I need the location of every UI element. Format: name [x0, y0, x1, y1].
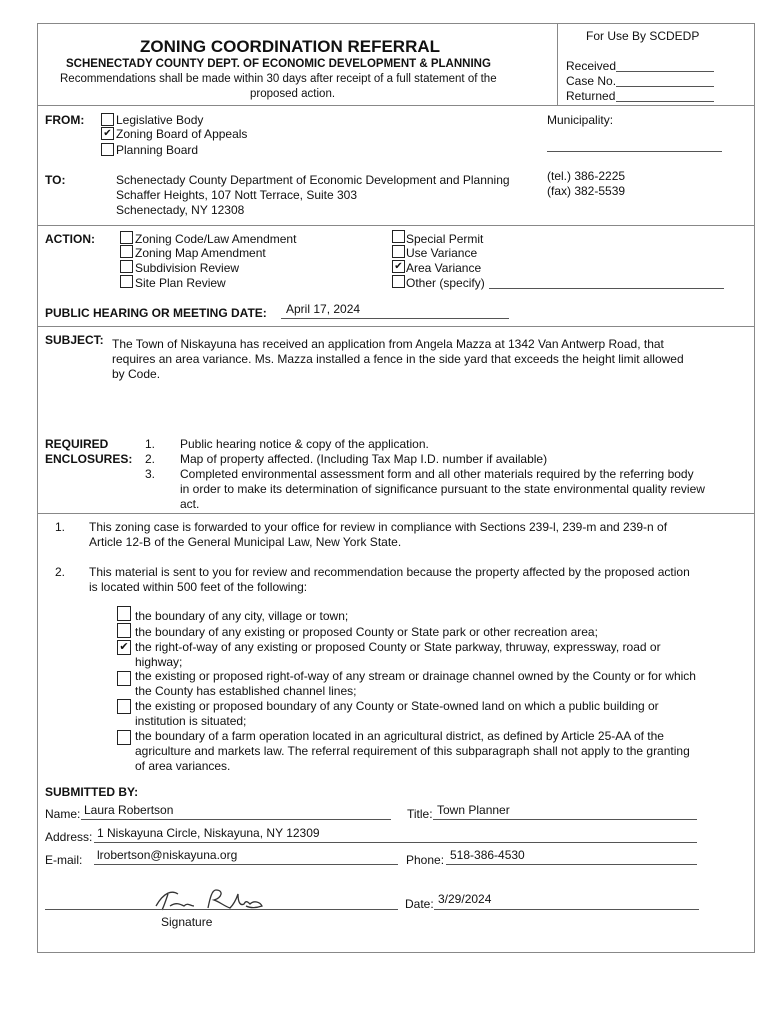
check-icon: ✔ [103, 128, 112, 139]
title-value: Town Planner [437, 803, 510, 817]
subject-label: SUBJECT: [45, 333, 104, 347]
form-title: ZONING COORDINATION REFERRAL [140, 37, 441, 56]
check-icon: ✔ [394, 261, 403, 272]
boundary-option-text: institution is situated; [135, 714, 247, 728]
paragraph-number: 2. [55, 565, 66, 579]
boundary-option-text: highway; [135, 655, 183, 669]
action-map-amendment-checkbox[interactable] [120, 245, 133, 258]
signature-label: Signature [161, 915, 213, 929]
name-field[interactable] [81, 819, 391, 820]
phone-field[interactable] [446, 864, 697, 865]
phone-value: 518-386-4530 [450, 848, 525, 862]
section-rule [37, 513, 754, 514]
boundary-park-checkbox[interactable] [117, 623, 131, 638]
action-other-field[interactable] [489, 288, 724, 289]
to-label: TO: [45, 173, 66, 187]
case-no-label: Case No. [566, 74, 617, 88]
boundary-state-land-checkbox[interactable] [117, 699, 131, 714]
date-value: 3/29/2024 [438, 892, 492, 906]
paragraph-text: This zoning case is forwarded to your office for review in compliance with Sections 239-l, 239-m and 239-n of [89, 520, 668, 534]
hearing-date-field[interactable] [281, 318, 509, 319]
enclosures-label: ENCLOSURES: [45, 452, 133, 466]
from-planning-checkbox[interactable] [101, 143, 114, 156]
office-use-label: For Use By SCDEDP [586, 29, 700, 43]
email-label: E-mail: [45, 853, 83, 867]
boundary-farm-checkbox[interactable] [117, 730, 131, 745]
action-option-label: Subdivision Review [135, 261, 240, 275]
returned-field[interactable] [616, 101, 714, 102]
action-option-label: Site Plan Review [135, 276, 226, 290]
date-label: Date: [405, 897, 434, 911]
action-option-label: Zoning Map Amendment [135, 246, 266, 260]
returned-label: Returned [566, 89, 616, 103]
enclosure-text: act. [180, 497, 200, 511]
boundary-stream-checkbox[interactable] [117, 671, 131, 686]
boundary-option-text: the boundary of a farm operation located in an agricultural district, as defined by Article 25-AA of the [135, 729, 664, 743]
paragraph-text: Article 12-B of the General Municipal Law, New York State. [89, 535, 402, 549]
action-area-variance-checkbox[interactable] [392, 260, 405, 273]
action-option-label: Special Permit [406, 232, 484, 246]
action-code-amendment-checkbox[interactable] [120, 231, 133, 244]
action-use-variance-checkbox[interactable] [392, 245, 405, 258]
section-rule [37, 326, 754, 327]
boundary-option-text: the boundary of any existing or proposed County or State park or other recreation area; [135, 625, 598, 639]
enclosure-number: 1. [145, 437, 156, 451]
received-label: Received [566, 59, 617, 73]
paragraph-text: This material is sent to you for review and recommendation because the property affected by the proposed action [89, 565, 690, 579]
from-legislative-checkbox[interactable] [101, 113, 114, 126]
municipality-field[interactable] [547, 151, 722, 152]
boundary-option-text: agriculture and markets law. The referral requirement of this subparagraph shall not apply to the granting [135, 744, 690, 758]
paragraph-number: 1. [55, 520, 66, 534]
subject-text: by Code. [112, 367, 161, 381]
boundary-option-text: the boundary of any city, village or town; [135, 609, 349, 623]
paragraph-text: is located within 500 feet of the following: [89, 580, 308, 594]
action-option-label: Other (specify) [406, 276, 485, 290]
boundary-option-text: the right-of-way of any existing or proposed County or State parkway, thruway, expressway, road or [135, 640, 661, 654]
case-no-field[interactable] [616, 86, 714, 87]
phone-label: Phone: [406, 853, 445, 867]
boundary-right-of-way-checkbox[interactable] [117, 640, 131, 655]
address-label: Address: [45, 830, 93, 844]
enclosure-text: Map of property affected. (Including Tax Map I.D. number if available) [180, 452, 548, 466]
enclosure-text: in order to make its determination of significance pursuant to the state environmental quality review [180, 482, 705, 496]
signature-field[interactable] [45, 909, 398, 910]
title-field[interactable] [433, 819, 697, 820]
email-field[interactable] [94, 864, 398, 865]
enclosure-number: 3. [145, 467, 156, 481]
action-option-label: Zoning Code/Law Amendment [135, 232, 297, 246]
action-label: ACTION: [45, 232, 95, 246]
boundary-option-text: the existing or proposed right-of-way of any stream or drainage channel owned by the County or for which [135, 669, 696, 683]
submitted-by-heading: SUBMITTED BY: [45, 785, 139, 799]
received-field[interactable] [616, 71, 714, 72]
section-rule [37, 225, 754, 226]
action-other-checkbox[interactable] [392, 275, 405, 288]
enclosures-label: REQUIRED [45, 437, 109, 451]
check-icon: ✔ [119, 641, 129, 653]
enclosure-number: 2. [145, 452, 156, 466]
from-label: FROM: [45, 113, 85, 127]
recommendation-note: Recommendations shall be made within 30 days after receipt of a full statement of the [60, 73, 497, 85]
address-field[interactable] [94, 842, 697, 843]
header-bottom-rule [37, 105, 754, 106]
date-field[interactable] [434, 909, 699, 910]
action-subdivision-checkbox[interactable] [120, 260, 133, 273]
address-value: 1 Niskayuna Circle, Niskayuna, NY 12309 [97, 826, 320, 840]
action-option-label: Use Variance [406, 246, 478, 260]
boundary-option-text: the existing or proposed boundary of any County or State-owned land on which a public building or [135, 699, 659, 713]
to-address-line: Schaffer Heights, 107 Nott Terrace, Suite 303 [116, 188, 358, 202]
to-address-line: Schenectady, NY 12308 [116, 203, 245, 217]
email-value: lrobertson@niskayuna.org [97, 848, 238, 862]
enclosure-text: Completed environmental assessment form and all other materials required by the referring body [180, 467, 694, 481]
recommendation-note-cont: proposed action. [250, 88, 336, 100]
fax-number: (fax) 382-5539 [547, 184, 626, 198]
department-name: SCHENECTADY COUNTY DEPT. OF ECONOMIC DEVELOPMENT & PLANNING [66, 58, 491, 70]
action-special-permit-checkbox[interactable] [392, 230, 405, 243]
from-zba-checkbox[interactable] [101, 127, 114, 140]
from-option-label: Planning Board [116, 143, 199, 157]
phone-number: (tel.) 386-2225 [547, 169, 626, 183]
to-address-line: Schenectady County Department of Economic Development and Planning [116, 173, 510, 187]
action-option-label: Area Variance [406, 261, 482, 275]
subject-text: requires an area variance. Ms. Mazza installed a fence in the side yard that exceeds the height limit allowed [112, 352, 684, 366]
enclosure-text: Public hearing notice & copy of the application. [180, 437, 429, 451]
name-value: Laura Robertson [84, 803, 174, 817]
from-option-label: Legislative Body [116, 113, 204, 127]
municipality-label: Municipality: [547, 113, 614, 127]
subject-text: The Town of Niskayuna has received an application from Angela Mazza at 1342 Van Antwerp Road, that [112, 337, 664, 351]
name-label: Name: [45, 807, 81, 821]
title-label: Title: [407, 807, 433, 821]
boundary-option-text: of area variances. [135, 759, 231, 773]
hearing-date-value: April 17, 2024 [286, 302, 361, 316]
action-site-plan-checkbox[interactable] [120, 275, 133, 288]
from-option-label: Zoning Board of Appeals [116, 127, 248, 141]
hearing-date-label: PUBLIC HEARING OR MEETING DATE: [45, 306, 267, 320]
boundary-city-checkbox[interactable] [117, 606, 131, 621]
header-divider [557, 23, 558, 105]
boundary-option-text: the County has established channel lines; [135, 684, 357, 698]
